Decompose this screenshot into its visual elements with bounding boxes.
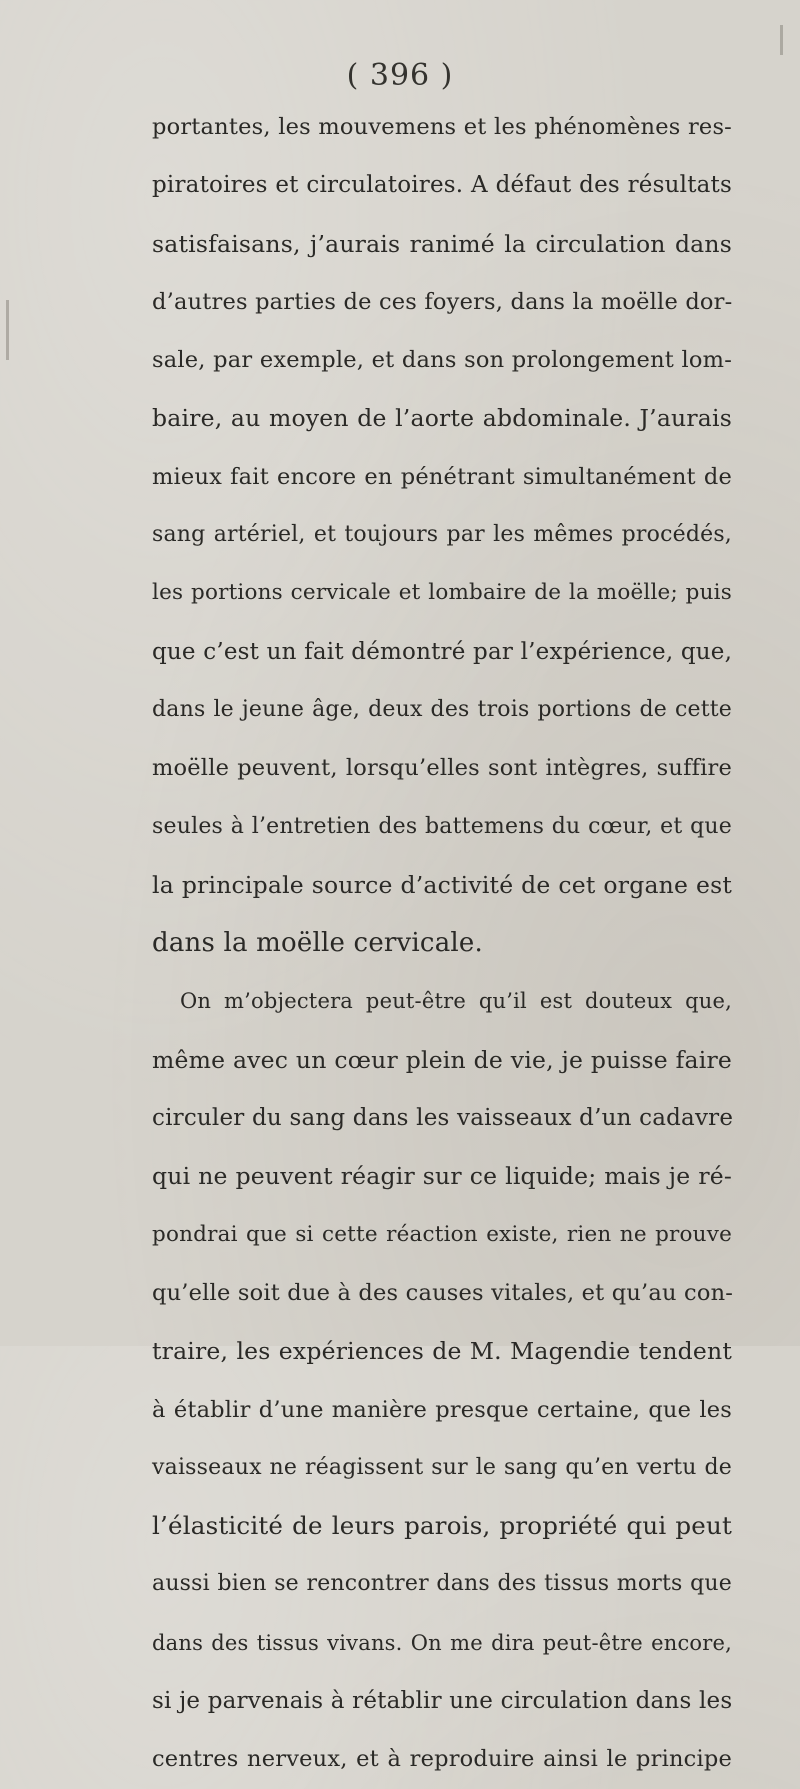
page-number: ( 396 ) xyxy=(346,58,454,93)
text-line: à établir d’une manière presque certaine, que les xyxy=(152,1396,732,1423)
text-line: même avec un cœur plein de vie, je puisse faire xyxy=(152,1045,732,1074)
text-line: traire, les expériences de M. Magendie tendent xyxy=(152,1337,732,1366)
text-line: que c’est un fait démontré par l’expérience, que, xyxy=(152,638,733,665)
text-line: piratoires et circulatoires. A défaut des résultats xyxy=(152,172,732,199)
text-line: dans le jeune âge, deux des trois portions de cette xyxy=(152,696,732,722)
text-line: seules à l’entretien des battemens du cœur, et que xyxy=(152,813,732,839)
text-line: dans la moëlle cervicale. xyxy=(152,928,483,959)
text-line: centres nerveux, et à reproduire ainsi le principe xyxy=(152,1746,732,1773)
text-line: pondrai que si cette réaction existe, rien ne prouve xyxy=(152,1221,732,1247)
text-line: moëlle peuvent, lorsqu’elles sont intègres, suffire xyxy=(152,755,732,782)
text-line: dans des tissus vivans. On me dira peut-être encore, xyxy=(152,1630,732,1655)
text-line: aussi bien se rencontrer dans des tissus morts que xyxy=(152,1571,732,1597)
text-line: satisfaisans, j’aurais ranimé la circulation dans xyxy=(152,229,732,258)
text-line: portantes, les mouvemens et les phénomènes res- xyxy=(152,114,732,140)
text-line: mieux fait encore en pénétrant simultanément de xyxy=(152,463,732,490)
text-line: sang artériel, et toujours par les mêmes procédés, xyxy=(152,522,732,548)
text-line: qui ne peuvent réagir sur ce liquide; mais je ré- xyxy=(152,1162,732,1191)
margin-mark xyxy=(780,25,783,55)
text-line: baire, au moyen de l’aorte abdominale. J’aurais xyxy=(152,404,732,433)
text-line: qu’elle soit due à des causes vitales, et qu’au con- xyxy=(152,1279,734,1306)
text-line: vaisseaux ne réagissent sur le sang qu’en vertu de xyxy=(152,1454,732,1480)
margin-mark xyxy=(6,300,9,360)
text-line: les portions cervicale et lombaire de la moëlle; puis xyxy=(152,580,732,606)
text-line: l’élasticité de leurs parois, propriété qui peut xyxy=(152,1511,732,1541)
text-line: la principale source d’activité de cet organe est xyxy=(152,870,732,899)
text-line: d’autres parties de ces foyers, dans la moëlle dor- xyxy=(152,288,733,315)
body-text xyxy=(152,98,732,1789)
text-line: si je parvenais à rétablir une circulation dans les xyxy=(152,1688,733,1715)
text-line: On m’objectera peut-être qu’il est douteux que, xyxy=(180,989,732,1014)
text-line: circuler du sang dans les vaisseaux d’un cadavre xyxy=(152,1105,734,1132)
text-line: sale, par exemple, et dans son prolongement lom- xyxy=(152,347,732,374)
